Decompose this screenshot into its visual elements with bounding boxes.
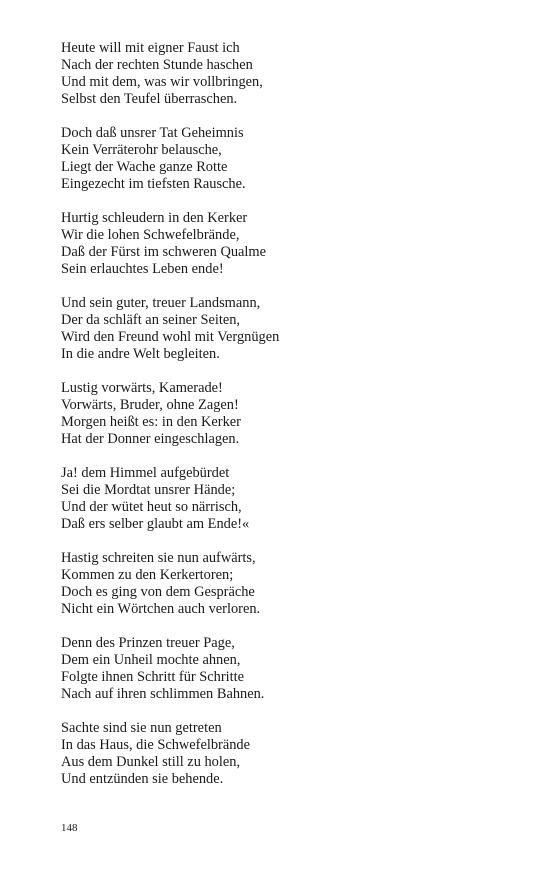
verse-line: In die andre Welt begleiten. xyxy=(61,346,220,362)
poem-text xyxy=(61,40,521,805)
verse-line: Sachte sind sie nun getreten xyxy=(61,720,222,736)
stanza xyxy=(61,635,521,703)
verse-line: Kommen zu den Kerkertoren; xyxy=(61,567,234,583)
verse-line: Eingezecht im tiefsten Rausche. xyxy=(61,176,246,192)
stanza xyxy=(61,465,521,533)
verse-line: Vorwärts, Bruder, ohne Zagen! xyxy=(61,397,239,413)
verse-line: Wir die lohen Schwefelbrände, xyxy=(61,227,240,243)
verse-line: Sei die Mordtat unsrer Hände; xyxy=(61,482,236,498)
verse-line: Hat der Donner eingeschlagen. xyxy=(61,431,240,447)
verse-line: Denn des Prinzen treuer Page, xyxy=(61,635,235,651)
verse-line: Selbst den Teufel überraschen. xyxy=(61,91,238,107)
verse-line: Und sein guter, treuer Landsmann, xyxy=(61,295,261,311)
page-number: 148 xyxy=(61,822,78,834)
stanza xyxy=(61,550,521,618)
verse-line: Nach der rechten Stunde haschen xyxy=(61,57,253,73)
verse-line: Doch es ging von dem Gespräche xyxy=(61,584,255,600)
verse-line: Nach auf ihren schlimmen Bahnen. xyxy=(61,686,265,702)
verse-line: Daß ers selber glaubt am Ende!« xyxy=(61,516,250,532)
verse-line: Dem ein Unheil mochte ahnen, xyxy=(61,652,241,668)
verse-line: Der da schläft an seiner Seiten, xyxy=(61,312,241,328)
verse-line: Kein Verräterohr belausche, xyxy=(61,142,222,158)
stanza xyxy=(61,40,521,108)
verse-line: Heute will mit eigner Faust ich xyxy=(61,40,240,56)
verse-line: Wird den Freund wohl mit Vergnügen xyxy=(61,329,280,345)
verse-line: Aus dem Dunkel still zu holen, xyxy=(61,754,241,770)
verse-line: Hurtig schleudern in den Kerker xyxy=(61,210,248,226)
stanza xyxy=(61,210,521,278)
verse-line: In das Haus, die Schwefelbrände xyxy=(61,737,251,753)
verse-line: Und entzünden sie behende. xyxy=(61,771,224,787)
verse-line: Nicht ein Wörtchen auch verloren. xyxy=(61,601,261,617)
verse-line: Folgte ihnen Schritt für Schritte xyxy=(61,669,245,685)
stanza xyxy=(61,720,521,788)
verse-line: Morgen heißt es: in den Kerker xyxy=(61,414,241,430)
stanza xyxy=(61,295,521,363)
verse-line: Und mit dem, was wir vollbringen, xyxy=(61,74,263,90)
verse-line: Hastig schreiten sie nun aufwärts, xyxy=(61,550,256,566)
stanza xyxy=(61,125,521,193)
stanza xyxy=(61,380,521,448)
verse-line: Lustig vorwärts, Kamerade! xyxy=(61,380,223,396)
verse-line: Daß der Fürst im schweren Qualme xyxy=(61,244,267,260)
verse-line: Sein erlauchtes Leben ende! xyxy=(61,261,224,277)
verse-line: Ja! dem Himmel aufgebürdet xyxy=(61,465,230,481)
verse-line: Doch daß unsrer Tat Geheimnis xyxy=(61,125,244,141)
verse-line: Und der wütet heut so närrisch, xyxy=(61,499,242,515)
verse-line: Liegt der Wache ganze Rotte xyxy=(61,159,228,175)
